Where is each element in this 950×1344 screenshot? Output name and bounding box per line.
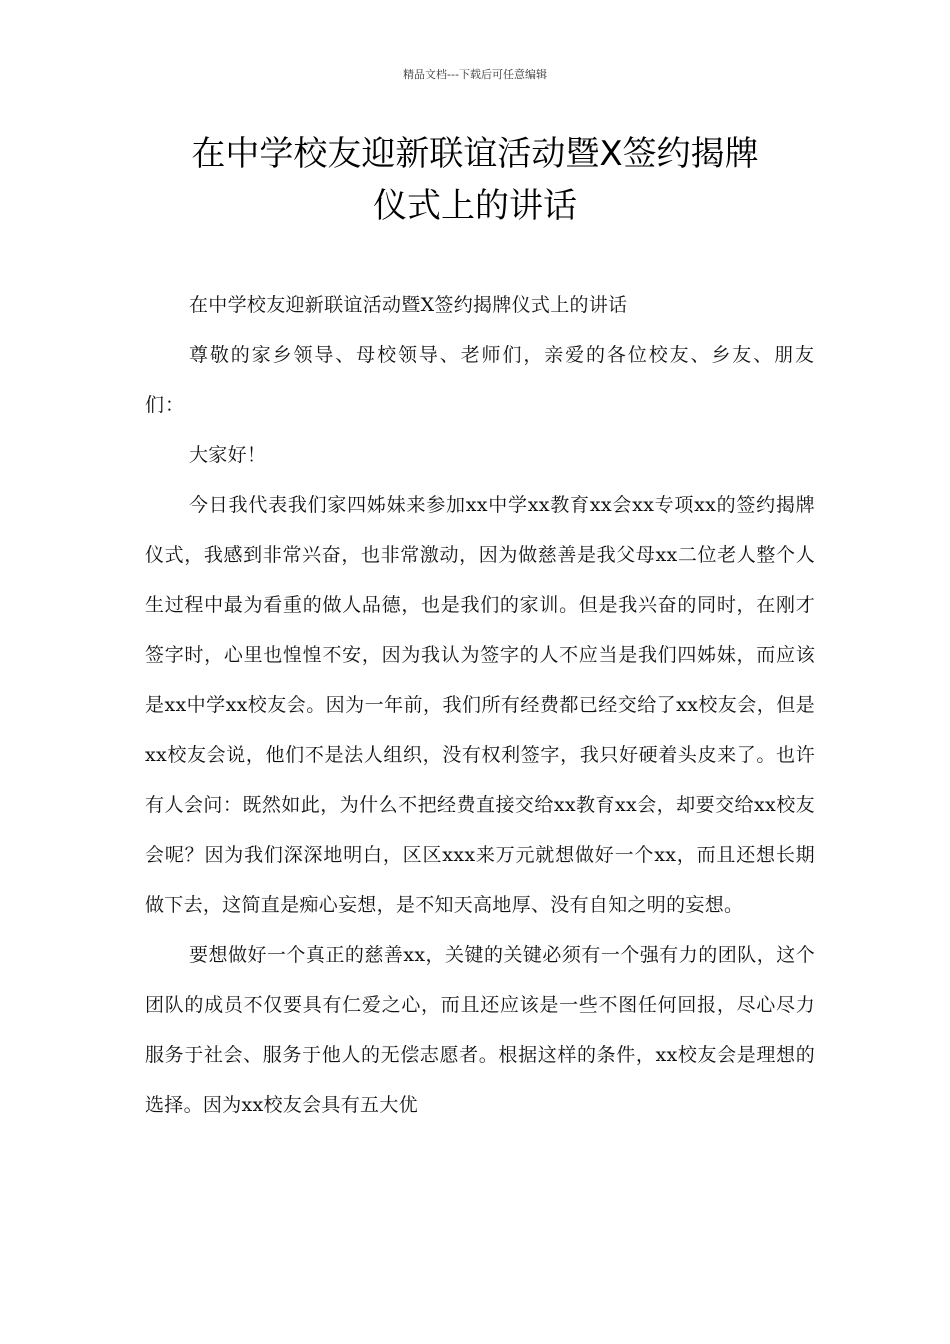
paragraph-body: 要想做好一个真正的慈善xx，关键的关键必须有一个强有力的团队，这个团队的成员不仅要具有仁爱之心，而且还应该是一些不图任何回报，尽心尽力服务于社会、服务于他人的无偿志愿者。根据这样的条件，xx校友会是理想的选择。因为xx校友会具有五大优 [145, 944, 815, 1116]
document-title-line-2: 仪式上的讲话 [373, 186, 577, 226]
page-header-note: 精品文档---下载后可任意编辑 [403, 68, 547, 81]
paragraph-body: 今日我代表我们家四姊妹来参加xx中学xx教育xx会xx专项xx的签约揭牌仪式，我感到非常兴奋，也非常激动，因为做慈善是我父母xx二位老人整个人生过程中最为看重的做人品德，也是我们的家训。但是我兴奋的同时，在刚才签字时，心里也惶惶不安，因为我认为签字的人不应当是我们四姊妹，而应该是xx中学xx校友会。因为一年前，我们所有经费都已经交给了xx校友会，但是xx校友会说，他们不是法人组织，没有权利签字，我只好硬着头皮来了。也许有人会问：既然如此，为什么不把经费直接交给xx教育xx会，却要交给xx校友会呢？因为我们深深地明白，区区xxx来万元就想做好一个xx，而且还想长期做下去，这简直是痴心妄想，是不知天高地厚、没有自知之明的妄想。 [145, 494, 815, 916]
paragraph-salutation: 尊敬的家乡领导、母校领导、老师们，亲爱的各位校友、乡友、朋友们： [145, 344, 815, 416]
document-title-line-1: 在中学校友迎新联谊活动暨X签约揭牌 [191, 134, 759, 174]
paragraph-greeting: 大家好！ [189, 444, 267, 466]
paragraph-subtitle: 在中学校友迎新联谊活动暨X签约揭牌仪式上的讲话 [189, 294, 628, 316]
document-body [145, 280, 815, 1130]
document-title [100, 128, 850, 232]
